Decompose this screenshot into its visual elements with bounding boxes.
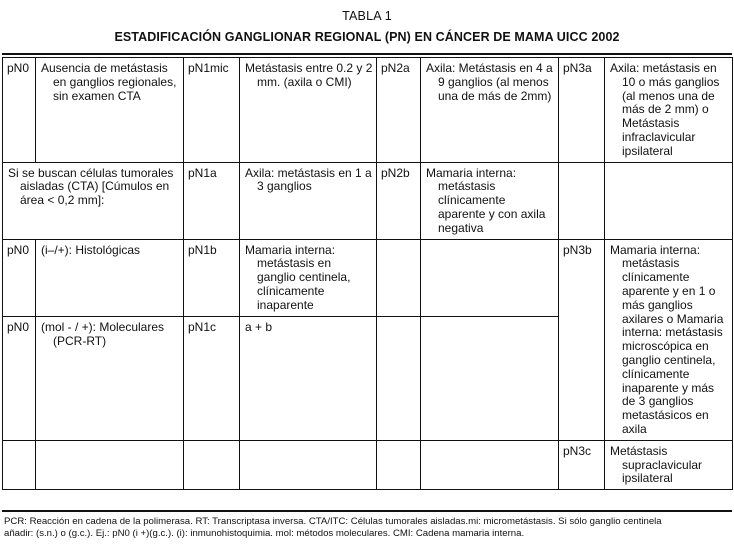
- bottom-rule: [2, 510, 732, 512]
- empty-cell: [377, 316, 421, 440]
- stage-code-cell: pN1b: [184, 239, 240, 316]
- empty-cell: [3, 440, 36, 489]
- table-number: TABLA 1: [342, 9, 392, 23]
- stage-description-cell: Mamaria interna: metástasis clínicamente aparente y en 1 o más ganglios axilares o Mamaria interna: metástasis microscópica en ganglio centinela, clínicamente inaparente y más de 3 ganglios metastásicos en axila: [605, 239, 733, 440]
- empty-cell: [559, 162, 605, 239]
- stage-code-cell: pN3a: [559, 58, 605, 163]
- stage-description-cell: Metástasis supraclavicular ipsilateral: [605, 440, 733, 489]
- empty-cell: [421, 316, 559, 440]
- stage-code-cell: pN0: [3, 239, 36, 316]
- stage-description-cell: Mamaria interna: metástasis clínicamente aparente y con axila negativa: [421, 162, 559, 239]
- stage-code-cell: pN3c: [559, 440, 605, 489]
- table-title: ESTADIFICACIÓN GANGLIONAR REGIONAL (PN) EN CÁNCER DE MAMA UICC 2002: [114, 30, 620, 44]
- stage-code-cell: pN1mic: [184, 58, 240, 163]
- empty-cell: [36, 440, 184, 489]
- table-row: [3, 440, 733, 489]
- stage-description-cell: Ausencia de metástasis en ganglios regionales, sin examen CTA: [36, 58, 184, 163]
- stage-description-cell: Axila: metástasis en 1 a 3 ganglios: [240, 162, 377, 239]
- stage-code-cell: pN1a: [184, 162, 240, 239]
- empty-cell: [605, 162, 733, 239]
- empty-cell: [377, 239, 421, 316]
- cta-note-cell: Si se buscan células tumorales aisladas (CTA) [Cúmulos en área < 0,2 mm]:: [3, 162, 184, 239]
- stage-description-cell: (i–/+): Histológicas: [36, 239, 184, 316]
- stage-description-cell: (mol - / +): Moleculares (PCR-RT): [36, 316, 184, 440]
- stage-description-cell: Axila: metástasis en 10 o más ganglios (al menos una de más de 2 mm) o Metástasis infraclavicular ipsilateral: [605, 58, 733, 163]
- stage-code-cell: pN0: [3, 316, 36, 440]
- empty-cell: [421, 239, 559, 316]
- table-row: [3, 239, 733, 316]
- staging-table: [2, 57, 733, 490]
- stage-description-cell: Axila: Metástasis en 4 a 9 ganglios (al menos una de más de 2mm): [421, 58, 559, 163]
- stage-code-cell: pN2a: [377, 58, 421, 163]
- top-rule: [2, 53, 732, 55]
- stage-description-cell: Mamaria interna: metástasis en ganglio centinela, clínicamente inaparente: [240, 239, 377, 316]
- footnote-line: añadir: (s.n.) o (g.c.). Ej.: pN0 (i +)(g.c.). (i): inmunohistoquimia. mol: métodos moleculares. CMI: Cadena mamaria interna.: [4, 527, 525, 539]
- table-row: [3, 58, 733, 163]
- stage-code-cell: pN1c: [184, 316, 240, 440]
- stage-code-cell: pN3b: [559, 239, 605, 440]
- stage-description-cell: Metástasis entre 0.2 y 2 mm. (axila o CMI): [240, 58, 377, 163]
- table-row: [3, 162, 733, 239]
- stage-description-cell: a + b: [240, 316, 377, 440]
- footnote-line: PCR: Reacción en cadena de la polimerasa. RT: Transcriptasa inversa. CTA/ITC: Células tumorales aisladas.mi: micrometástasis. Si sólo ganglio centinela: [4, 516, 662, 527]
- empty-cell: [240, 440, 377, 489]
- stage-code-cell: pN0: [3, 58, 36, 163]
- stage-code-cell: pN2b: [377, 162, 421, 239]
- empty-cell: [421, 440, 559, 489]
- empty-cell: [184, 440, 240, 489]
- footnote: [4, 516, 730, 539]
- empty-cell: [377, 440, 421, 489]
